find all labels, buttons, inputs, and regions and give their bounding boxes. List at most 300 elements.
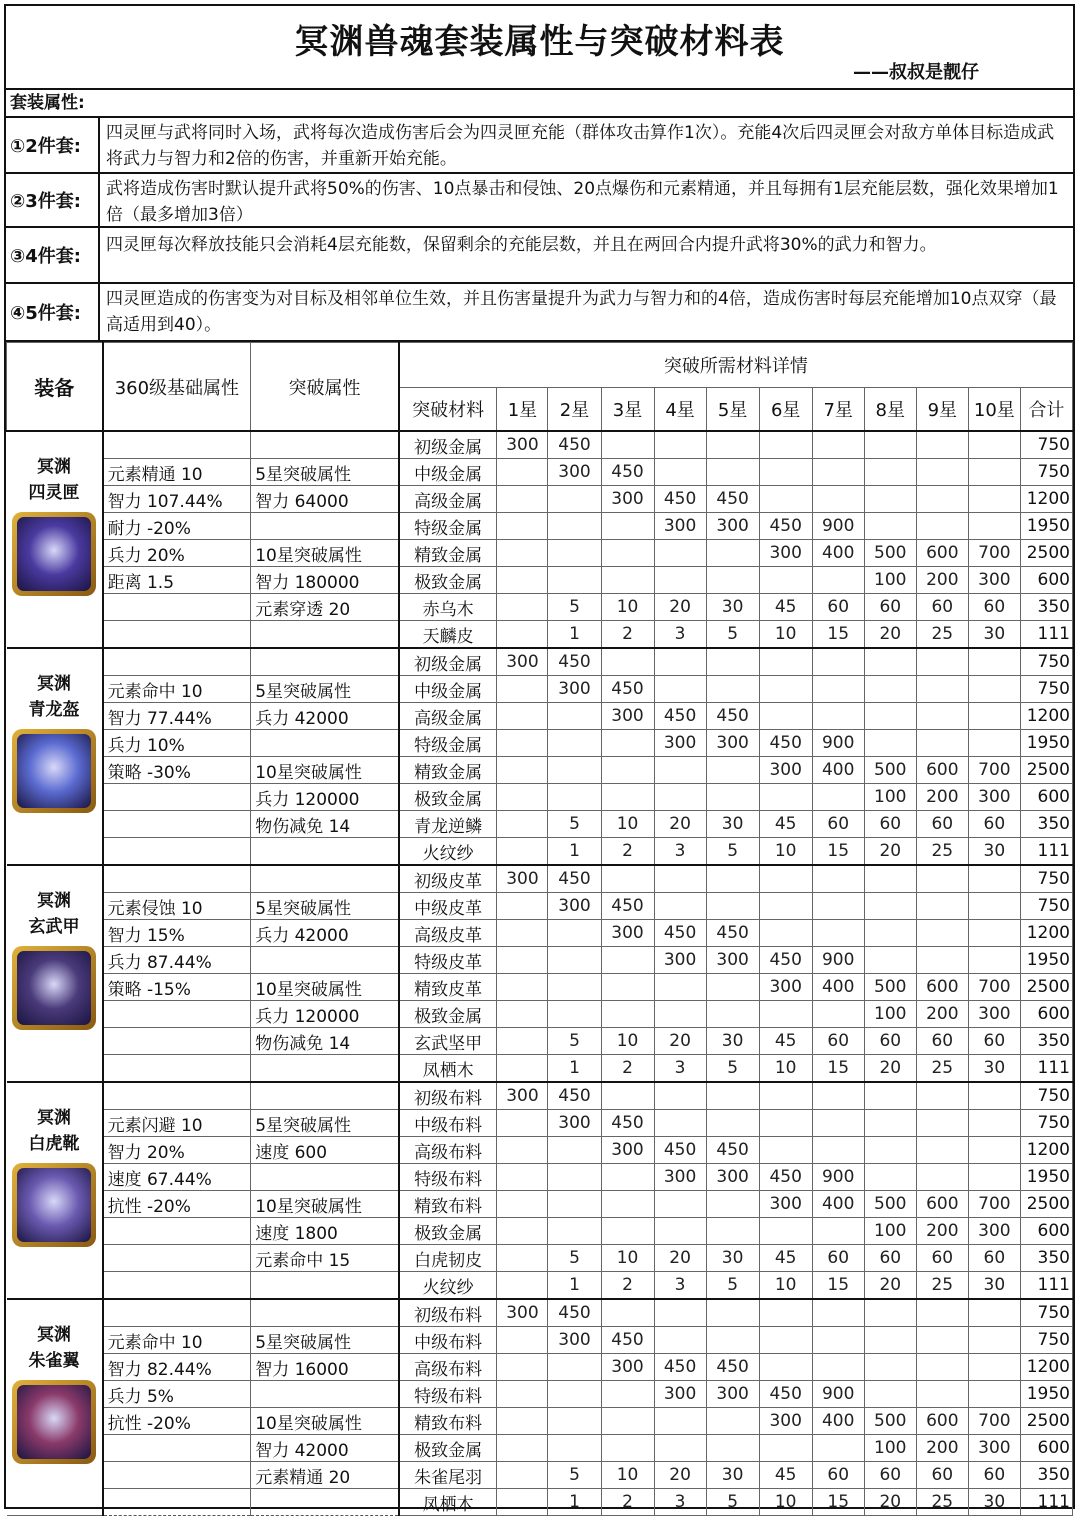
material-count	[654, 784, 706, 811]
table-row	[7, 594, 1073, 621]
material-count	[812, 1082, 864, 1110]
base-attribute: 抗性 -20%	[103, 1191, 251, 1218]
material-count: 3	[654, 1055, 706, 1083]
material-count	[497, 1191, 548, 1218]
material-count	[654, 1082, 706, 1110]
material-count: 60	[968, 1462, 1020, 1489]
table-row	[7, 1354, 1073, 1381]
material-count	[706, 893, 759, 920]
equipment-cell	[7, 648, 103, 865]
material-count: 10	[759, 621, 812, 649]
material-name: 精致皮革	[399, 974, 497, 1001]
material-count: 20	[654, 811, 706, 838]
table-row	[7, 811, 1073, 838]
material-count	[916, 865, 968, 893]
equipment-series: 冥渊	[37, 457, 72, 477]
base-attribute: 智力 20%	[103, 1137, 251, 1164]
material-count: 200	[916, 784, 968, 811]
material-count	[654, 865, 706, 893]
material-count: 45	[759, 811, 812, 838]
material-count	[864, 1082, 916, 1110]
material-name: 高级布料	[399, 1354, 497, 1381]
table-row	[7, 513, 1073, 540]
table-row	[7, 947, 1073, 974]
material-total: 1200	[1020, 703, 1072, 730]
base-attribute: 兵力 20%	[103, 540, 251, 567]
material-count: 3	[654, 1272, 706, 1300]
material-count: 450	[548, 1082, 601, 1110]
set-label: ③4件套:	[6, 228, 100, 282]
material-name: 中级布料	[399, 1327, 497, 1354]
material-count	[548, 1435, 601, 1462]
material-count: 300	[706, 1164, 759, 1191]
material-count: 100	[864, 784, 916, 811]
material-count: 600	[916, 757, 968, 784]
four-spirit-box-icon	[12, 512, 96, 596]
material-count: 60	[864, 811, 916, 838]
material-count: 5	[548, 811, 601, 838]
material-count: 1	[548, 1272, 601, 1300]
material-count: 45	[759, 1462, 812, 1489]
material-count: 20	[864, 1055, 916, 1083]
material-count: 25	[916, 1489, 968, 1516]
material-name: 玄武坚甲	[399, 1028, 497, 1055]
material-count: 450	[759, 513, 812, 540]
icon-art	[17, 1168, 91, 1242]
material-count	[654, 974, 706, 1001]
material-count: 300	[968, 1001, 1020, 1028]
break-attribute: 兵力 120000	[251, 1001, 399, 1028]
material-count: 450	[548, 1299, 601, 1327]
material-count	[916, 1381, 968, 1408]
material-count	[916, 1327, 968, 1354]
material-count	[864, 1299, 916, 1327]
equipment-series: 冥渊	[37, 1108, 72, 1128]
material-count	[864, 1354, 916, 1381]
material-count	[968, 1082, 1020, 1110]
material-count: 30	[968, 1055, 1020, 1083]
material-count: 30	[706, 594, 759, 621]
material-count: 10	[759, 1272, 812, 1300]
base-attribute: 智力 82.44%	[103, 1354, 251, 1381]
material-count	[497, 486, 548, 513]
material-count	[548, 540, 601, 567]
table-row	[7, 1381, 1073, 1408]
material-count: 10	[601, 811, 654, 838]
material-count	[759, 893, 812, 920]
material-count	[654, 1001, 706, 1028]
base-attribute	[103, 648, 251, 676]
material-count	[812, 648, 864, 676]
material-name: 中级布料	[399, 1110, 497, 1137]
break-attribute: 5星突破属性	[251, 459, 399, 486]
material-name: 朱雀尾羽	[399, 1462, 497, 1489]
material-count	[497, 513, 548, 540]
material-name: 凤栖木	[399, 1055, 497, 1083]
material-total: 750	[1020, 459, 1072, 486]
material-count	[812, 1354, 864, 1381]
material-count	[968, 865, 1020, 893]
table-row	[7, 486, 1073, 513]
material-count	[916, 703, 968, 730]
material-count	[759, 920, 812, 947]
material-count	[759, 1082, 812, 1110]
material-count: 450	[654, 1137, 706, 1164]
break-attribute	[251, 865, 399, 893]
material-count	[864, 920, 916, 947]
material-count	[864, 865, 916, 893]
break-attribute	[251, 1299, 399, 1327]
material-count	[601, 431, 654, 459]
base-attribute: 兵力 10%	[103, 730, 251, 757]
table-row	[7, 1191, 1073, 1218]
material-count	[864, 513, 916, 540]
material-count	[548, 1354, 601, 1381]
material-count	[601, 1408, 654, 1435]
material-count	[548, 920, 601, 947]
set-description: 四灵匣造成的伤害变为对目标及相邻单位生效，并且伤害量提升为武力与智力和的4倍，造成伤害时每层充能增加10点双穿（最高适用到40）。	[106, 289, 1057, 335]
break-attribute	[251, 1055, 399, 1083]
material-count: 25	[916, 621, 968, 649]
title-block	[6, 6, 1073, 90]
vermilion-bird-wings-icon	[12, 1380, 96, 1464]
material-count	[968, 1327, 1020, 1354]
material-count: 2	[601, 621, 654, 649]
material-count: 2	[601, 1489, 654, 1516]
material-count: 450	[654, 486, 706, 513]
table-row	[7, 1408, 1073, 1435]
material-count: 5	[548, 1245, 601, 1272]
material-count: 600	[916, 1191, 968, 1218]
material-count: 20	[864, 1272, 916, 1300]
table-row	[7, 1218, 1073, 1245]
table-row	[7, 974, 1073, 1001]
material-name: 特级布料	[399, 1164, 497, 1191]
material-count	[916, 893, 968, 920]
material-count	[706, 1435, 759, 1462]
material-count: 900	[812, 1164, 864, 1191]
break-attribute: 10星突破属性	[251, 974, 399, 1001]
material-count	[968, 486, 1020, 513]
material-count: 700	[968, 1191, 1020, 1218]
material-count	[916, 947, 968, 974]
material-total: 111	[1020, 1272, 1072, 1300]
material-count	[497, 594, 548, 621]
equipment-cell	[7, 865, 103, 1082]
material-count	[759, 1001, 812, 1028]
material-count	[759, 703, 812, 730]
table-row	[7, 648, 1073, 676]
icon-art	[17, 1385, 91, 1459]
material-count	[968, 459, 1020, 486]
equipment-name: 青龙盔	[28, 700, 80, 720]
material-count	[497, 1489, 548, 1516]
material-count: 500	[864, 540, 916, 567]
material-name: 极致金属	[399, 1435, 497, 1462]
material-count: 450	[654, 920, 706, 947]
material-count	[706, 1299, 759, 1327]
material-count	[812, 703, 864, 730]
break-attribute: 兵力 120000	[251, 784, 399, 811]
material-count	[601, 540, 654, 567]
material-count	[864, 431, 916, 459]
material-count: 60	[916, 1028, 968, 1055]
material-count	[864, 730, 916, 757]
page-title: 冥渊兽魂套装属性与突破材料表	[294, 22, 785, 62]
white-tiger-boots-icon	[12, 1163, 96, 1247]
material-count	[916, 1110, 968, 1137]
material-count: 30	[968, 1489, 1020, 1516]
material-count: 15	[812, 1489, 864, 1516]
material-count	[654, 1435, 706, 1462]
material-count: 5	[548, 1028, 601, 1055]
material-count: 300	[759, 1408, 812, 1435]
material-name: 天麟皮	[399, 621, 497, 649]
material-count: 300	[706, 1381, 759, 1408]
material-count: 900	[812, 947, 864, 974]
material-count	[864, 486, 916, 513]
material-count: 300	[497, 1082, 548, 1110]
material-count: 400	[812, 1408, 864, 1435]
material-count	[916, 730, 968, 757]
material-count	[497, 893, 548, 920]
material-count	[759, 459, 812, 486]
base-attribute: 速度 67.44%	[103, 1164, 251, 1191]
material-count: 5	[706, 621, 759, 649]
material-count	[601, 567, 654, 594]
material-count: 5	[706, 1055, 759, 1083]
material-count: 450	[601, 1327, 654, 1354]
material-count	[706, 1082, 759, 1110]
material-count	[601, 1299, 654, 1327]
material-count: 100	[864, 567, 916, 594]
material-count: 60	[812, 811, 864, 838]
material-total: 1200	[1020, 486, 1072, 513]
material-name: 中级金属	[399, 676, 497, 703]
material-count	[548, 1001, 601, 1028]
material-count	[654, 893, 706, 920]
base-attribute: 智力 107.44%	[103, 486, 251, 513]
base-attribute	[103, 811, 251, 838]
material-count: 30	[968, 838, 1020, 866]
material-count	[759, 1110, 812, 1137]
material-count: 300	[968, 567, 1020, 594]
equipment-name: 朱雀翼	[28, 1351, 80, 1371]
equipment-series: 冥渊	[37, 674, 72, 694]
set-description: 武将造成伤害时默认提升武将50%的伤害、10点暴击和侵蚀、20点爆伤和元素精通，并且每拥有1层充能层数，强化效果增加1倍（最多增加3倍）	[106, 179, 1059, 225]
material-name: 初级金属	[399, 431, 497, 459]
material-count	[497, 703, 548, 730]
material-count	[548, 486, 601, 513]
base-attribute: 智力 77.44%	[103, 703, 251, 730]
material-name-header: 突破材料	[399, 388, 497, 432]
material-count: 5	[548, 594, 601, 621]
material-count: 450	[601, 676, 654, 703]
material-total: 111	[1020, 1489, 1072, 1516]
material-count: 10	[601, 594, 654, 621]
material-count: 3	[654, 621, 706, 649]
material-count	[601, 1164, 654, 1191]
material-count: 600	[916, 974, 968, 1001]
material-count	[497, 784, 548, 811]
set-label: ④5件套:	[6, 284, 100, 340]
material-count	[497, 1028, 548, 1055]
table-row	[7, 1462, 1073, 1489]
material-count	[706, 648, 759, 676]
material-count: 300	[654, 513, 706, 540]
base-attribute	[103, 865, 251, 893]
material-count: 30	[706, 1028, 759, 1055]
break-attribute: 元素精通 20	[251, 1462, 399, 1489]
material-count: 20	[654, 1462, 706, 1489]
material-count	[706, 974, 759, 1001]
material-count	[968, 730, 1020, 757]
material-count: 60	[864, 1028, 916, 1055]
material-count: 300	[759, 540, 812, 567]
table-row	[7, 920, 1073, 947]
material-name: 火纹纱	[399, 838, 497, 866]
material-count: 200	[916, 567, 968, 594]
material-count	[759, 1299, 812, 1327]
break-attribute	[251, 648, 399, 676]
material-count	[864, 1381, 916, 1408]
break-attribute	[251, 1164, 399, 1191]
material-count: 450	[601, 1110, 654, 1137]
material-count	[812, 920, 864, 947]
material-total: 750	[1020, 1299, 1072, 1327]
base-attribute	[103, 621, 251, 649]
material-count	[916, 1354, 968, 1381]
material-count: 60	[812, 1462, 864, 1489]
material-count	[497, 811, 548, 838]
base-attr-column-header: 360级基础属性	[103, 343, 251, 432]
material-count: 600	[916, 540, 968, 567]
material-count: 300	[759, 757, 812, 784]
material-count	[812, 893, 864, 920]
table-row	[7, 540, 1073, 567]
material-name: 特级金属	[399, 513, 497, 540]
table-row	[7, 676, 1073, 703]
material-count: 60	[916, 811, 968, 838]
material-count: 10	[759, 1489, 812, 1516]
material-count	[548, 947, 601, 974]
material-name: 极致金属	[399, 567, 497, 594]
material-count	[706, 567, 759, 594]
equip-column-header: 装备	[7, 343, 103, 432]
material-count	[916, 1299, 968, 1327]
break-attribute	[251, 513, 399, 540]
material-count: 700	[968, 540, 1020, 567]
material-count: 300	[548, 459, 601, 486]
material-count: 60	[968, 1028, 1020, 1055]
material-count: 400	[812, 757, 864, 784]
material-count: 400	[812, 1191, 864, 1218]
material-count	[497, 730, 548, 757]
material-count: 60	[812, 1245, 864, 1272]
material-count: 450	[706, 1137, 759, 1164]
material-count	[654, 1299, 706, 1327]
material-total: 750	[1020, 893, 1072, 920]
material-total: 750	[1020, 1082, 1072, 1110]
table-row	[7, 1435, 1073, 1462]
material-count: 500	[864, 974, 916, 1001]
table-row	[7, 730, 1073, 757]
material-count	[812, 1218, 864, 1245]
material-count	[706, 540, 759, 567]
material-detail-header: 突破所需材料详情	[399, 343, 1073, 388]
material-count	[968, 893, 1020, 920]
material-count	[812, 1435, 864, 1462]
table-row	[7, 1028, 1073, 1055]
material-name: 精致布料	[399, 1408, 497, 1435]
material-count	[916, 1137, 968, 1164]
material-count: 60	[916, 594, 968, 621]
star-header: 5星	[706, 388, 759, 432]
material-total: 600	[1020, 1001, 1072, 1028]
material-count	[706, 757, 759, 784]
material-count: 5	[706, 838, 759, 866]
material-count: 300	[759, 1191, 812, 1218]
material-count: 450	[548, 431, 601, 459]
material-total: 350	[1020, 1028, 1072, 1055]
break-attribute: 兵力 42000	[251, 703, 399, 730]
material-count	[968, 947, 1020, 974]
material-count	[706, 1191, 759, 1218]
table-row	[7, 1489, 1073, 1516]
material-name: 特级金属	[399, 730, 497, 757]
table-row	[7, 1110, 1073, 1137]
material-count: 450	[706, 1354, 759, 1381]
table-header-row	[7, 343, 1073, 388]
material-count	[548, 1381, 601, 1408]
material-count	[497, 1327, 548, 1354]
material-count: 450	[654, 703, 706, 730]
equipment-series: 冥渊	[37, 891, 72, 911]
material-count	[968, 1381, 1020, 1408]
material-count	[706, 1408, 759, 1435]
table-row	[7, 893, 1073, 920]
material-name: 初级布料	[399, 1082, 497, 1110]
base-attribute	[103, 1218, 251, 1245]
table-row	[7, 431, 1073, 459]
material-count: 300	[548, 1327, 601, 1354]
break-attribute: 5星突破属性	[251, 893, 399, 920]
material-count	[968, 513, 1020, 540]
material-count	[601, 1082, 654, 1110]
material-count	[706, 676, 759, 703]
total-header: 合计	[1020, 388, 1072, 432]
material-count	[916, 648, 968, 676]
material-name: 火纹纱	[399, 1272, 497, 1300]
set-description: 四灵匣与武将同时入场，武将每次造成伤害后会为四灵匣充能（群体攻击算作1次）。充能4次后四灵匣会对敌方单体目标造成武将武力与智力和2倍的伤害，并重新开始充能。	[106, 123, 1055, 169]
material-count: 25	[916, 838, 968, 866]
base-attribute: 兵力 87.44%	[103, 947, 251, 974]
material-count: 25	[916, 1055, 968, 1083]
material-count: 700	[968, 757, 1020, 784]
material-count	[812, 1299, 864, 1327]
material-count	[916, 431, 968, 459]
material-total: 1950	[1020, 1381, 1072, 1408]
material-count	[812, 1001, 864, 1028]
material-count: 5	[548, 1462, 601, 1489]
material-count: 3	[654, 838, 706, 866]
equipment-name: 四灵匣	[28, 483, 80, 503]
material-name: 高级布料	[399, 1137, 497, 1164]
material-count	[654, 540, 706, 567]
equipment-cell	[7, 1082, 103, 1299]
base-attribute	[103, 784, 251, 811]
base-attribute	[103, 431, 251, 459]
